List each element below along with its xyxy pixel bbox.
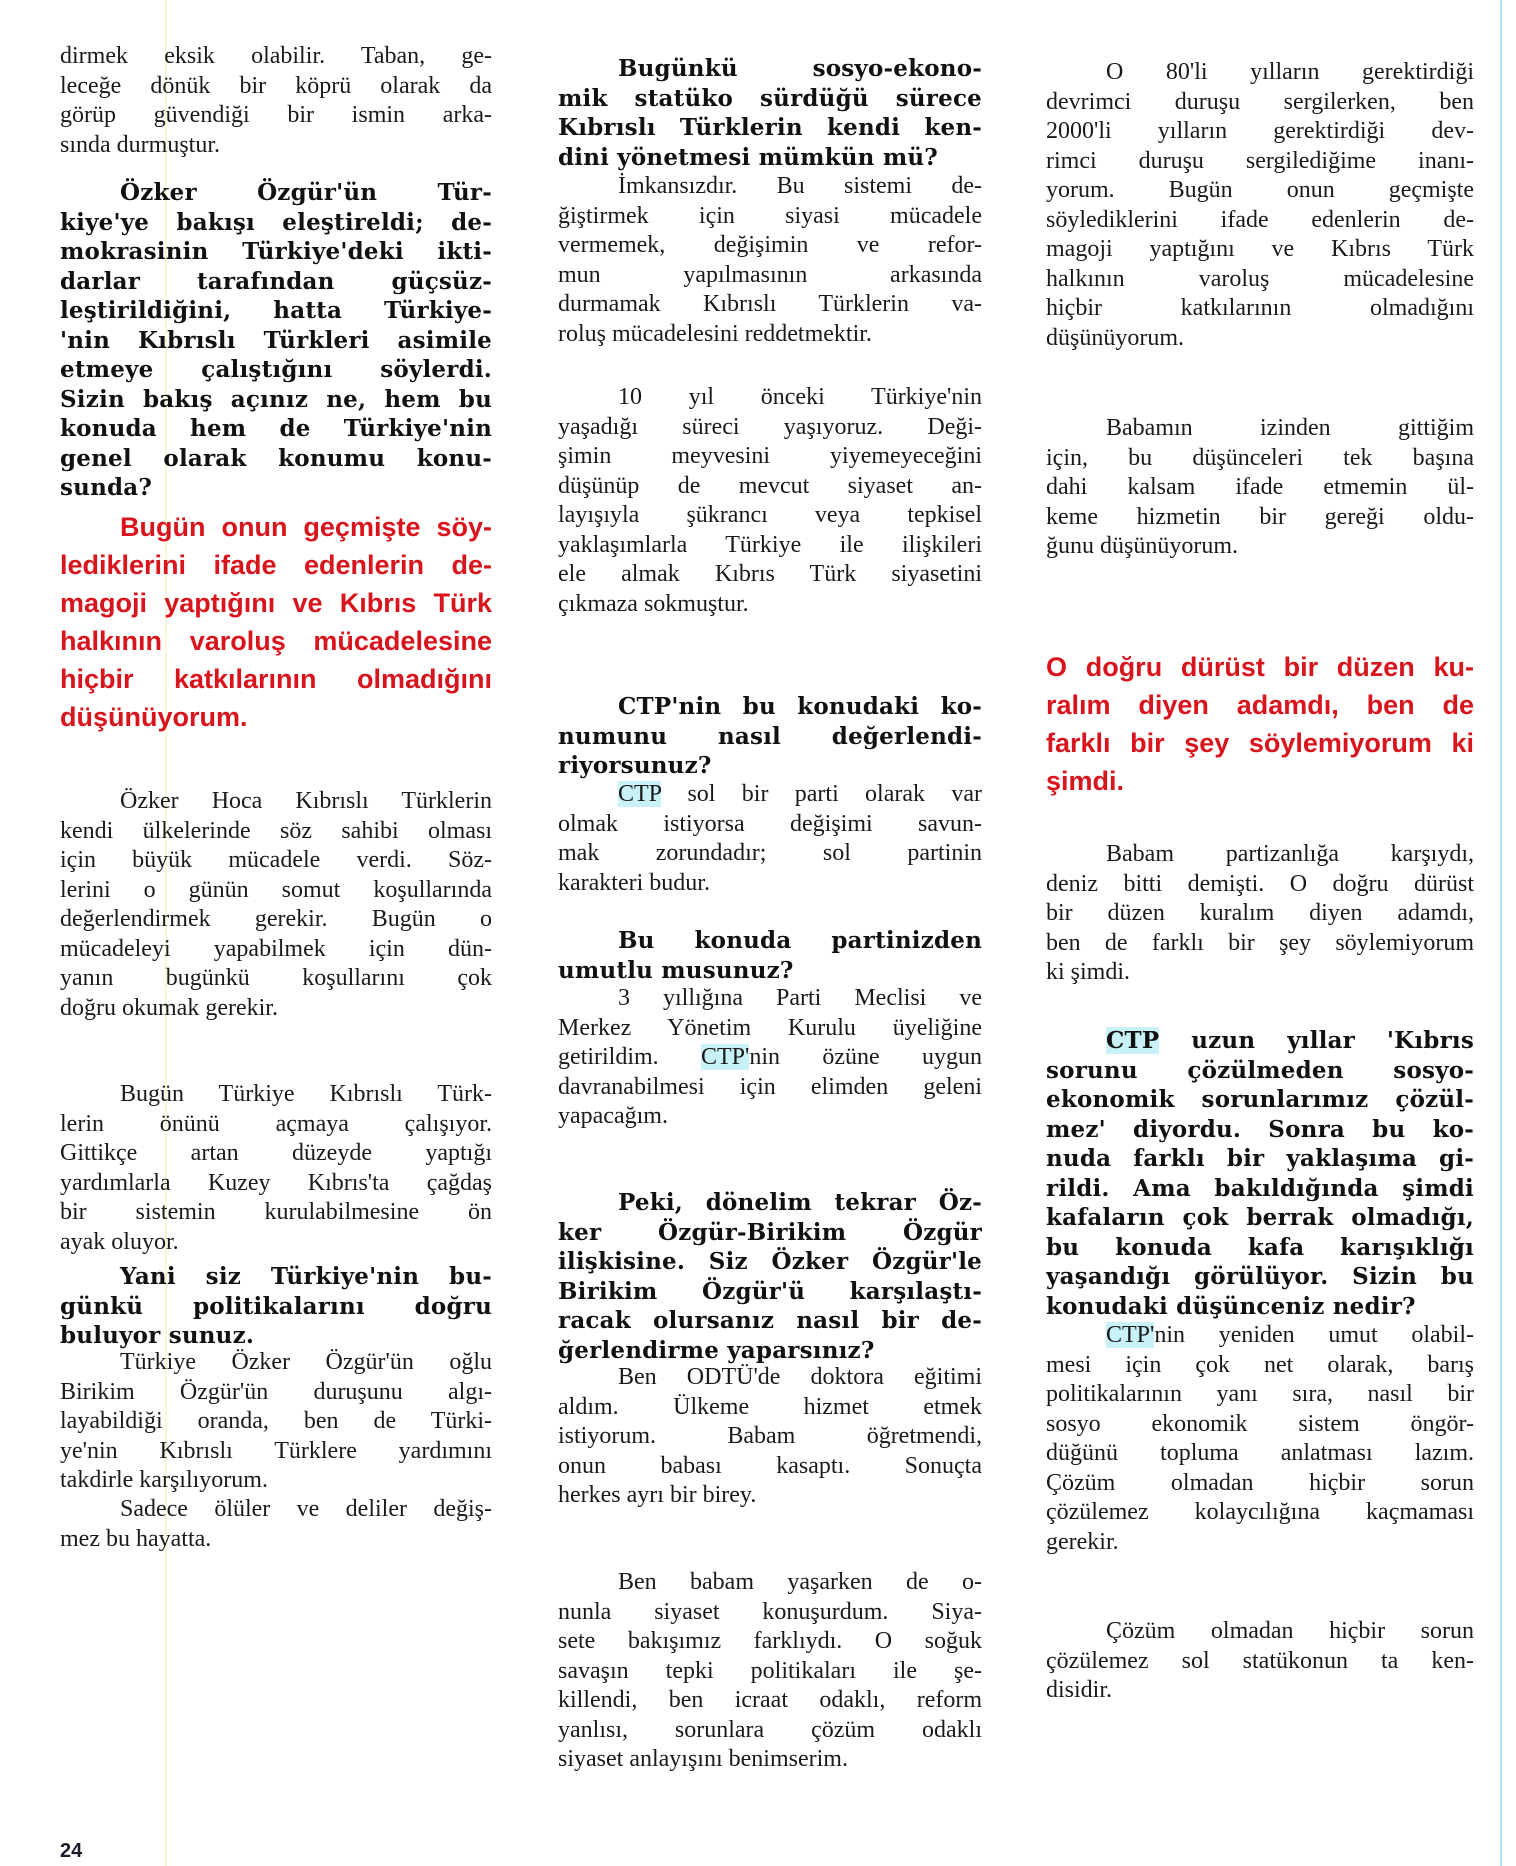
text-line: 2000'li yılların gerektirdiği dev- [1046,118,1474,144]
paragraph [60,1348,492,1496]
text-line: ralım diyen adamdı, ben de [1046,690,1474,720]
text-line: Çözüm olmadan hiçbir sorun [1106,1618,1474,1644]
text-line: sosyo ekonomik sistem öngör- [1046,1410,1474,1437]
text-line: CTP'nin bu konudaki ko- [618,693,982,720]
text-line: lediklerini ifade edenlerin de- [60,550,492,580]
text-line: için büyük mücadele verdi. Söz- [60,847,492,873]
paragraph [558,383,982,619]
text-line: hiçbir katkılarının olmadığını [1046,295,1474,321]
paragraph [1046,58,1474,353]
text-line: ki şimdi. [1046,959,1131,985]
text-line: Babamın izinden gittiğim [1106,415,1474,441]
text-line: ele almak Kıbrıs Türk siyasetini [558,561,982,587]
text-line: Sizin bakış açınız ne, hem bu [60,385,492,413]
text-line: getirildim. CTP'nin özüne uygun [558,1044,982,1070]
text-line: numunu nasıl değerlendi- [558,722,982,750]
text-line: roluş mücadelesini reddetmektir. [558,320,872,347]
text-line: dirmek eksik olabilir. Taban, ge- [60,43,492,69]
text-line: Yani siz Türkiye'nin bu- [120,1263,492,1290]
text-line: ayak oluyor. [60,1228,179,1255]
text-line: politikalarının yanı sıra, nasıl bir [1046,1381,1474,1407]
text-line: şimdi. [1046,766,1125,796]
text-line: rimci duruşu sergilediğime inanı- [1046,147,1474,174]
text-line: aldım. Ülkeme hizmet etmek [558,1393,982,1420]
interview-question [60,1262,492,1351]
text-line: mik statüko sürdüğü sürece [558,84,982,112]
text-line: lerin önünü açmaya çalışıyor. [60,1110,492,1137]
paragraph [60,42,492,160]
text-line: CTP uzun yıllar 'Kıbrıs [1106,1027,1474,1054]
text-line: istiyorum. Babam öğretmendi, [558,1423,982,1449]
text-line: layışıyla şükrancı veya tepkisel [558,502,982,528]
interview-question [1046,1026,1474,1321]
text-line: ben de farklı bir şey söylemiyorum [1046,929,1474,956]
text-line: Özker Özgür'ün Tür- [120,179,492,206]
text-line: ekonomik sorunlarımız çözül- [1046,1086,1474,1113]
text-line: keme hizmetin bir gereği oldu- [1046,503,1474,530]
text-line: düşünüyorum. [60,702,248,732]
text-line: Çözüm olmadan hiçbir sorun [1046,1469,1474,1496]
paragraph [558,780,982,898]
paragraph [1046,1321,1474,1557]
pull-quote [60,508,492,736]
text-line: görüp güvendiği bir ismin arka- [60,102,492,128]
text-line: ye'nin Kıbrıslı Türklere yardımını [60,1437,492,1464]
text-line: konuda hem de Türkiye'nin [60,415,492,442]
text-line: kafaların çok berrak olmadığı, [1046,1204,1474,1231]
text-line: yaklaşımlarla Türkiye ile ilişkileri [558,531,982,558]
text-line: etmeye çalıştığını söylerdi. [60,356,492,383]
text-line: çıkmaza sokmuştur. [558,590,749,617]
text-line: dahi kalsam ifade etmemin ül- [1046,474,1474,500]
paragraph [1046,840,1474,988]
text-line: davranabilmesi için elimden geleni [558,1073,982,1100]
text-line: CTP sol bir parti olarak var [618,781,982,807]
text-line: Birikim Özgür'ü karşılaştı- [558,1277,982,1305]
text-line: Merkez Yönetim Kurulu üyeliğine [558,1014,982,1041]
highlight-ctp: CTP [618,781,662,807]
text-line: Peki, dönelim tekrar Öz- [618,1189,982,1216]
page-edge-rule [1500,0,1502,1866]
text-line: Babam partizanlığa karşıydı, [1106,841,1474,867]
text-line: ğiştirmek için siyasi mücadele [558,202,982,229]
text-line: mez bu hayatta. [60,1525,212,1552]
text-line: değerlendirmek gerekir. Bugün o [60,906,492,932]
text-line: savaşın tepki politikaları ile şe- [558,1657,982,1684]
paragraph [558,1363,982,1511]
text-line: Özker Hoca Kıbrıslı Türklerin [120,788,492,814]
text-line: nuda farklı bir yaklaşıma gi- [1046,1145,1474,1172]
text-line: yardımlarla Kuzey Kıbrıs'ta çağdaş [60,1169,492,1196]
paragraph [558,984,982,1132]
interview-question [558,54,982,172]
paragraph [60,1080,492,1257]
text-line: darlar tarafından güçsüz- [60,267,492,295]
highlight-ctp: CTP' [1106,1322,1155,1348]
text-line: konudaki düşünceniz nedir? [1046,1292,1416,1320]
text-line: racak olursanız nasıl bir de- [558,1307,982,1334]
text-line: çözülemez kolaycılığına kaçmaması [1046,1499,1474,1525]
text-line: düşünüyorum. [1046,324,1184,351]
text-line: bir düzen kuralım diyen adamdı, [1046,900,1474,926]
text-line: Türkiye Özker Özgür'ün oğlu [120,1349,492,1375]
text-line: halkının varoluş mücadelesine [1046,265,1474,292]
text-line: buluyor sunuz. [60,1322,255,1349]
text-line: bu konuda kafa karışıklığı [1046,1233,1474,1261]
text-line: lerini o günün somut koşullarında [60,876,492,903]
text-line: Sadece ölüler ve deliler değiş- [120,1496,492,1522]
text-line: düğünü topluma anlatması lazım. [1046,1440,1474,1466]
text-line: halkının varoluş mücadelesine [60,626,492,656]
text-line: yaşandığı görülüyor. Sizin bu [1046,1263,1474,1290]
text-line: Ben ODTÜ'de doktora eğitimi [618,1364,982,1390]
text-line: söylediklerini ifade edenlerin de- [1046,206,1474,233]
paragraph [1046,1617,1474,1706]
text-line: onun babası kasaptı. Sonuçta [558,1452,982,1479]
text-line: leceğe dönük bir köprü olarak da [60,72,492,99]
text-line: mesi için çok net olarak, barış [1046,1351,1474,1378]
text-line: 3 yıllığına Parti Meclisi ve [618,985,982,1011]
highlight-ctp: CTP' [701,1044,750,1070]
text-line: rildi. Ama bakıldığında şimdi [1046,1174,1474,1202]
text-line: Bu konuda partinizden [618,927,982,954]
paragraph [60,1495,492,1554]
text-line: layabildiği oranda, ben de Türki- [60,1408,492,1434]
text-line: Gittikçe artan düzeyde yaptığı [60,1140,492,1166]
text-line: mücadeleyi yapabilmek için dün- [60,935,492,962]
text-line: sorunu çözülmeden sosyo- [1046,1056,1474,1084]
text-line: mak zorundadır; sol partinin [558,840,982,866]
paragraph [558,1568,982,1775]
text-line: mun yapılmasının arkasında [558,261,982,288]
text-line: sunda? [60,474,153,501]
text-line: magoji yaptığını ve Kıbrıs Türk [1046,236,1474,262]
text-line: devrimci duruşu sergilerken, ben [1046,88,1474,115]
text-line: bir sistemin kurulabilmesine ön [60,1199,492,1225]
text-line: ilişkisine. Siz Özker Özgür'le [558,1248,982,1275]
text-line: deniz bitti demişti. O doğru dürüst [1046,870,1474,897]
text-line: Bugün onun geçmişte söy- [120,512,492,542]
text-line: 10 yıl önceki Türkiye'nin [618,384,982,410]
text-line: disidir. [1046,1677,1113,1703]
text-line: karakteri budur. [558,869,710,896]
paragraph [558,172,982,349]
text-line: için, bu düşünceleri tek başına [1046,444,1474,471]
text-line: İmkansızdır. Bu sistemi de- [618,173,982,199]
page-number: 24 [60,1840,83,1862]
text-line: sete bakışımız farklıydı. O soğuk [558,1628,982,1654]
text-line: umutlu musunuz? [558,956,794,984]
interview-question [60,178,492,503]
text-line: killendi, ben icraat odaklı, reform [558,1687,982,1713]
text-line: gerekir. [1046,1528,1119,1555]
text-line: yanın bugünkü koşullarını çok [60,965,492,991]
text-line: siyaset anlayışını benimserim. [558,1746,848,1772]
text-line: takdirle karşılıyorum. [60,1467,268,1493]
text-line: herkes ayrı bir birey. [558,1482,757,1508]
text-line: magoji yaptığını ve Kıbrıs Türk [60,588,492,618]
text-line: Bugün Türkiye Kıbrıslı Türk- [120,1081,492,1107]
pull-quote [1046,648,1474,800]
text-line: genel olarak konumu konu- [60,444,492,472]
text-line: hiçbir katkılarının olmadığını [60,664,492,694]
text-line: durmamak Kıbrıslı Türklerin va- [558,291,982,317]
text-line: nunla siyaset konuşurdum. Siya- [558,1598,982,1625]
text-line: şimin meyvesini yiyemeyeceğini [558,443,982,469]
text-line: doğru okumak gerekir. [60,994,278,1021]
text-line: yanlısı, sorunlara çözüm odaklı [558,1716,982,1743]
text-line: düşünüp de mevcut siyaset an- [558,472,982,499]
interview-question [558,1188,982,1365]
text-line: mokrasinin Türkiye'deki ikti- [60,238,492,265]
text-line: ğerlendirme yaparsınız? [558,1336,875,1364]
text-line: vermemek, değişimin ve refor- [558,232,982,258]
text-line: çözülemez sol statükonun ta ken- [1046,1647,1474,1674]
text-line: ğunu düşünüyorum. [1046,533,1238,559]
text-line: kiye'ye bakışı eleştireldi; de- [60,208,492,236]
paragraph [60,787,492,1023]
text-line: farklı bir şey söylemiyorum ki [1046,728,1474,758]
text-line: riyorsunuz? [558,752,712,779]
text-line: 'nin Kıbrıslı Türkleri asimile [60,326,492,354]
text-line: Kıbrıslı Türklerin kendi ken- [558,114,982,141]
text-line: olmak istiyorsa değişimi savun- [558,810,982,837]
text-line: Ben babam yaşarken de o- [618,1569,982,1595]
text-line: Bugünkü sosyo-ekono- [618,55,982,82]
text-line: yaşadığı süreci yaşıyoruz. Deği- [558,413,982,440]
text-line: dini yönetmesi mümkün mü? [558,143,938,171]
text-line: Birikim Özgür'ün duruşunu algı- [60,1378,492,1405]
text-line: leştirildiğini, hatta Türkiye- [60,297,492,324]
highlight-ctp: CTP [1106,1027,1160,1054]
interview-question [558,692,982,781]
text-line: kendi ülkelerinde söz sahibi olması [60,817,492,844]
interview-question [558,926,982,985]
text-line: günkü politikalarını doğru [60,1292,492,1320]
text-line: mez' diyordu. Sonra bu ko- [1046,1115,1474,1143]
text-line: yorum. Bugün onun geçmişte [1046,177,1474,203]
text-line: yapacağım. [558,1103,668,1129]
text-line: O doğru dürüst bir düzen ku- [1046,652,1474,682]
text-line: CTP'nin yeniden umut olabil- [1106,1322,1474,1348]
text-line: O 80'li yılların gerektirdiği [1106,59,1474,85]
text-line: ker Özgür-Birikim Özgür [558,1218,982,1246]
text-line: sında durmuştur. [60,131,220,158]
paragraph [1046,414,1474,562]
